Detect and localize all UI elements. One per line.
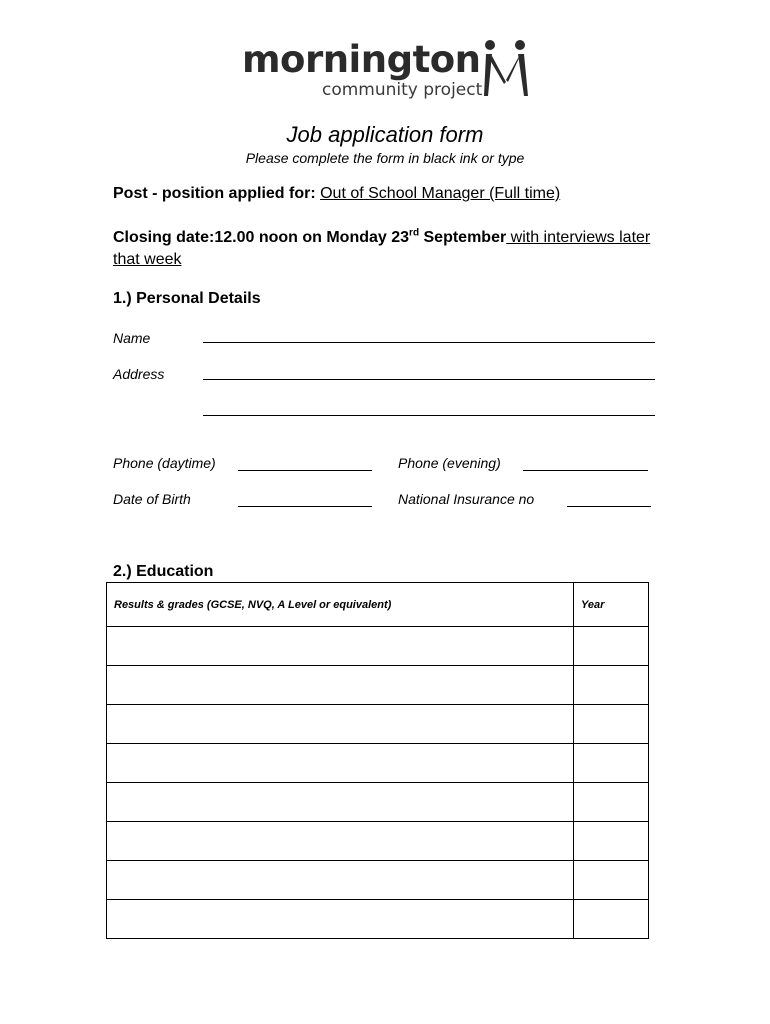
year-cell[interactable] bbox=[574, 822, 649, 861]
results-cell[interactable] bbox=[107, 744, 574, 783]
address-field-line-1[interactable] bbox=[203, 379, 655, 380]
closing-date-superscript: rd bbox=[409, 227, 420, 239]
education-heading: 2.) Education bbox=[113, 563, 214, 580]
table-row bbox=[107, 783, 649, 822]
table-row bbox=[107, 744, 649, 783]
address-label: Address bbox=[113, 366, 165, 382]
national-insurance-label: National Insurance no bbox=[398, 491, 535, 507]
phone-daytime-label: Phone (daytime) bbox=[113, 455, 216, 471]
table-row bbox=[107, 666, 649, 705]
form-subtitle: Please complete the form in black ink or type bbox=[245, 150, 525, 166]
logo-tagline: community project bbox=[322, 80, 483, 100]
personal-details-heading: 1.) Personal Details bbox=[113, 290, 261, 307]
address-field-line-2[interactable] bbox=[203, 415, 655, 416]
closing-date-month: September bbox=[419, 229, 507, 246]
name-field[interactable] bbox=[203, 342, 655, 343]
date-of-birth-label: Date of Birth bbox=[113, 491, 191, 507]
phone-daytime-field[interactable] bbox=[238, 470, 372, 471]
year-cell[interactable] bbox=[574, 627, 649, 666]
results-cell[interactable] bbox=[107, 666, 574, 705]
year-cell[interactable] bbox=[574, 744, 649, 783]
year-cell[interactable] bbox=[574, 783, 649, 822]
results-cell[interactable] bbox=[107, 822, 574, 861]
phone-evening-field[interactable] bbox=[523, 470, 648, 471]
closing-date-text: Closing date:12.00 noon on Monday 23 bbox=[113, 229, 410, 246]
name-label: Name bbox=[113, 330, 151, 346]
people-holding-hands-icon bbox=[480, 38, 532, 100]
results-cell[interactable] bbox=[107, 900, 574, 939]
results-cell[interactable] bbox=[107, 783, 574, 822]
year-cell[interactable] bbox=[574, 900, 649, 939]
national-insurance-field[interactable] bbox=[567, 506, 651, 507]
closing-date-note: with interviews later that week bbox=[113, 229, 651, 268]
results-cell[interactable] bbox=[107, 861, 574, 900]
table-row bbox=[107, 900, 649, 939]
table-row bbox=[107, 861, 649, 900]
table-row bbox=[107, 822, 649, 861]
organization-logo bbox=[242, 30, 542, 110]
table-row bbox=[107, 705, 649, 744]
year-column-header: Year bbox=[574, 583, 649, 627]
results-cell[interactable] bbox=[107, 705, 574, 744]
results-grades-column-header: Results & grades (GCSE, NVQ, A Level or equivalent) bbox=[107, 583, 574, 627]
post-value: Out of School Manager (Full time) bbox=[320, 185, 561, 202]
date-of-birth-field[interactable] bbox=[238, 506, 372, 507]
education-table bbox=[106, 582, 649, 939]
phone-evening-label: Phone (evening) bbox=[398, 455, 501, 471]
year-cell[interactable] bbox=[574, 861, 649, 900]
closing-date bbox=[113, 227, 673, 271]
education-header-row bbox=[107, 583, 649, 627]
form-title: Job application form bbox=[286, 122, 484, 147]
year-cell[interactable] bbox=[574, 666, 649, 705]
post-label: Post - position applied for: bbox=[113, 185, 316, 202]
results-cell[interactable] bbox=[107, 627, 574, 666]
year-cell[interactable] bbox=[574, 705, 649, 744]
post-applied-for bbox=[113, 185, 560, 203]
table-row bbox=[107, 627, 649, 666]
logo-wordmark: mornington bbox=[242, 38, 481, 81]
